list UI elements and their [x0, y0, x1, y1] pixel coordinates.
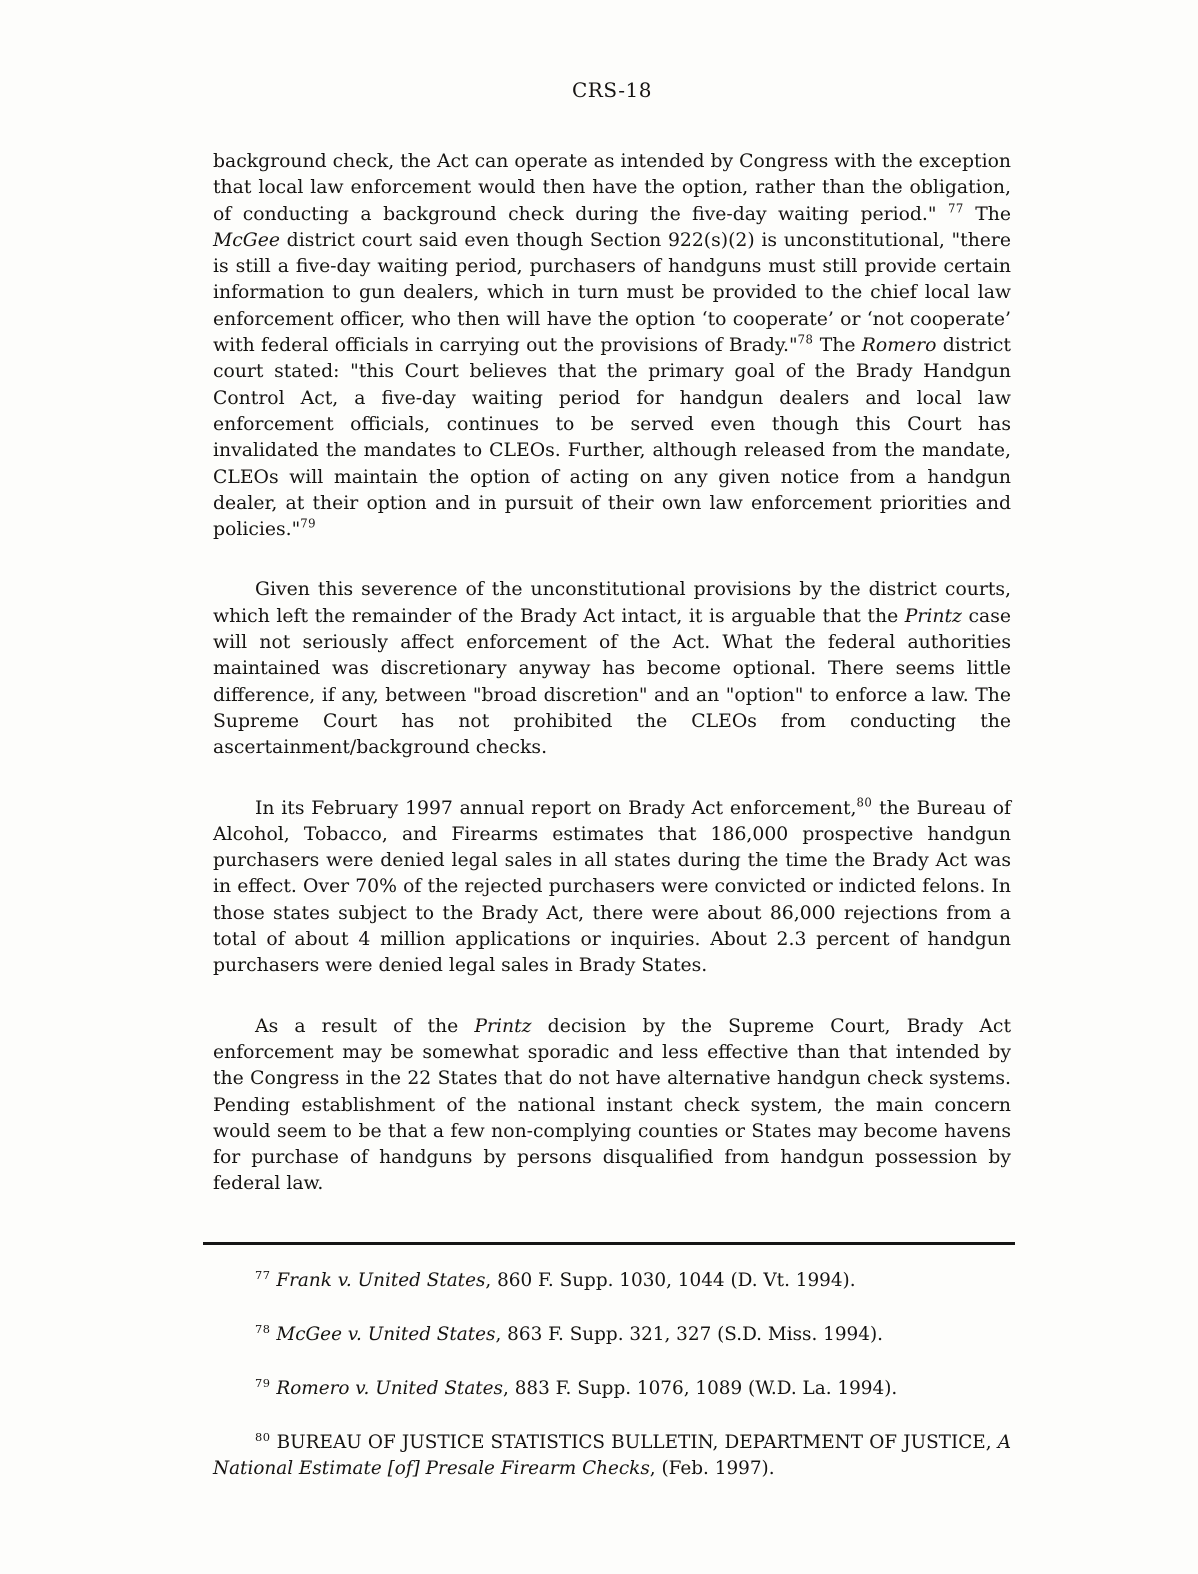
italic-text-run: Printz — [474, 1015, 532, 1037]
text-run: The — [813, 335, 862, 357]
footnote-80 — [213, 1430, 1011, 1482]
footnote-79 — [213, 1376, 1011, 1402]
footnote-reference: 78 — [255, 1321, 271, 1336]
paragraph-2 — [213, 577, 1011, 761]
italic-text-run: McGee v. United States — [276, 1323, 496, 1345]
text-run: BUREAU OF JUSTICE STATISTICS BULLETIN, DEPARTMENT OF JUSTICE, — [270, 1431, 998, 1453]
italic-text-run: Printz — [904, 605, 962, 627]
italic-text-run: McGee — [213, 229, 280, 251]
text-run: , (Feb. 1997). — [649, 1457, 775, 1479]
footnote-reference: 77 — [947, 201, 964, 216]
footnote-78 — [213, 1322, 1011, 1348]
text-run: background check, the Act can operate as intended by Congress with the exception that local law enforcement would then have the option, rather than the obligation, of conducting a background check during the five-day waiting period." — [213, 151, 1011, 225]
text-run: Given this severence of the unconstitutional provisions by the district courts, which left the remainder of the Brady Act intact, it is arguable that the — [213, 579, 1011, 627]
footnote-reference: 78 — [797, 332, 814, 347]
text-run: In its February 1997 annual report on Brady Act enforcement, — [255, 797, 857, 819]
footnote-reference: 79 — [255, 1375, 271, 1390]
text-run: , 860 F. Supp. 1030, 1044 (D. Vt. 1994). — [485, 1269, 856, 1291]
text-run: As a result of the — [255, 1015, 475, 1037]
footnote-reference: 80 — [255, 1429, 271, 1444]
footnote-77 — [213, 1268, 1011, 1294]
text-run: the Bureau of Alcohol, Tobacco, and Firearms estimates that 186,000 prospective handgun purchasers were denied legal sales in all states during the time the Brady Act was in effect. Over 70% of the rejected purchasers were convicted or indicted felons. In those states subject to the Brady Act, there were about 86,000 rejections from a total of about 4 million applications or inquiries. About 2.3 percent of handgun purchasers were denied legal sales in Brady States. — [213, 797, 1011, 977]
paragraph-3 — [213, 796, 1011, 980]
footnotes-section — [213, 1268, 1011, 1482]
text-run: , 863 F. Supp. 321, 327 (S.D. Miss. 1994). — [495, 1323, 883, 1345]
italic-text-run: Romero v. United States — [276, 1377, 503, 1399]
paragraph-1 — [213, 149, 1011, 543]
italic-text-run: A National Estimate [of] Presale Firearm Checks — [213, 1431, 1011, 1479]
text-run: case will not seriously affect enforcement of the Act. What the federal authorities maintained was discretionary anyway has become optional. There seems little difference, if any, between "broad discretion" and an "option" to enforce a law. The Supreme Court has not prohibited the CLEOs from conducting the ascertainment/background checks. — [213, 605, 1011, 759]
page-content — [213, 0, 1011, 1510]
italic-text-run: Frank v. United States — [276, 1269, 486, 1291]
text-run: The — [963, 203, 1011, 225]
text-run: decision by the Supreme Court, Brady Act enforcement may be somewhat sporadic and less effective than that intended by the Congress in the 22 States that do not have alternative handgun check systems. Pending establishment of the national instant check system, the main concern would seem to be that a few non-complying counties or States may become havens for purchase of handguns by persons disqualified from handgun possession by federal law. — [213, 1015, 1011, 1195]
paragraph-4 — [213, 1014, 1011, 1198]
text-run: , 883 F. Supp. 1076, 1089 (W.D. La. 1994). — [503, 1377, 898, 1399]
text-run: district court said even though Section 922(s)(2) is unconstitutional, "there is still a five-day waiting period, purchasers of handguns must still provide certain information to gun dealers, which in turn must be provided to the chief local law enforcement officer, who then will have the option ‘to cooperate’ or ‘not cooperate’ with federal officials in carrying out the provisions of Brady." — [213, 229, 1011, 357]
footnote-reference: 77 — [255, 1267, 271, 1282]
page-header: CRS-18 — [571, 78, 652, 102]
document-body — [213, 149, 1011, 1198]
text-run: district court stated: "this Court believes that the primary goal of the Brady Handgun Control Act, a five-day waiting period for handgun dealers and local law enforcement officials, continues to be served even though this Court has invalidated the mandates to CLEOs. Further, although released from the mandate, CLEOs will maintain the option of acting on any given notice from a handgun dealer, at their option and in pursuit of their own law enforcement priorities and policies." — [213, 335, 1011, 541]
italic-text-run: Romero — [861, 335, 937, 357]
footnote-reference: 79 — [300, 516, 317, 531]
footnote-separator-rule — [203, 1242, 1015, 1245]
footnote-reference: 80 — [856, 795, 873, 810]
